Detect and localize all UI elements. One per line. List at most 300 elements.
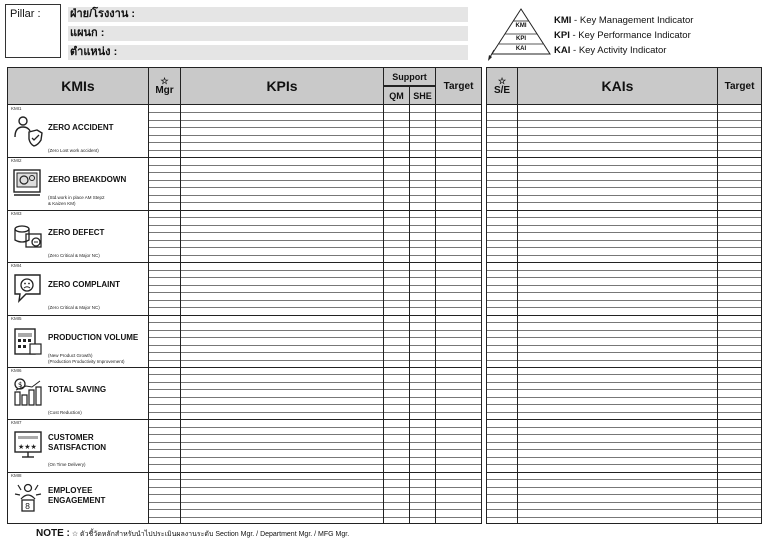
row-line [718,127,761,128]
row-line [718,517,761,518]
row-line [487,135,517,136]
row-line [384,120,409,121]
row-line [384,277,409,278]
row-line [518,232,717,233]
row-line [149,277,180,278]
target-column[interactable] [435,105,482,524]
mgr-column[interactable] [148,105,181,524]
row-line [518,172,717,173]
row-line [384,322,409,323]
row-line [410,277,435,278]
row-line [718,120,761,121]
row-line [436,434,481,435]
row-line [487,277,517,278]
row-line [410,202,435,203]
row-line [410,352,435,353]
kmi-subtitle: (New Product Growth) [48,352,93,358]
kai-column[interactable] [517,105,718,524]
row-line [410,397,435,398]
row-line [181,285,383,286]
row-line [149,464,180,465]
row-line [181,187,383,188]
row-line [436,112,481,113]
row-line [181,449,383,450]
row-line [181,502,383,503]
row-line [410,487,435,488]
row-line [149,202,180,203]
kmi-title: ZERO COMPLAINT [48,280,120,290]
kmi-title: CUSTOMER [48,433,94,443]
kmi-subtitle: (Std.work in place AM Step2 [48,195,105,201]
row-line [410,135,435,136]
row-line [436,412,481,413]
row-line [181,315,383,316]
row-line [181,307,383,308]
row-line [718,247,761,248]
row-line [487,292,517,293]
row-line [410,374,435,375]
row-line [410,292,435,293]
row-line [718,330,761,331]
row-line [518,225,717,226]
row-line [384,150,409,151]
row-line [410,210,435,211]
tri-kmi: KMI [515,23,527,29]
kmi-code: KMI6 [11,368,22,373]
row-line [518,150,717,151]
row-line [410,479,435,480]
row-line [410,337,435,338]
pyramid-diagram [488,6,554,62]
row-line [410,217,435,218]
row-line [487,457,517,458]
row-line [487,202,517,203]
row-line [181,360,383,361]
kmi-code: KMI1 [11,106,22,111]
row-line [384,127,409,128]
row-line [181,412,383,413]
row-line [487,404,517,405]
block-divider [8,315,148,316]
star-icon: ☆ [497,76,507,86]
row-line [518,187,717,188]
row-line [487,397,517,398]
row-line [384,360,409,361]
row-line [518,345,717,346]
row-line [384,487,409,488]
row-line [384,374,409,375]
row-line [181,172,383,173]
row-line [718,419,761,420]
row-line [181,217,383,218]
row-line [436,322,481,323]
row-line [487,360,517,361]
row-line [410,360,435,361]
row-line [149,142,180,143]
row-line [384,262,409,263]
row-line [410,300,435,301]
row-line [410,389,435,390]
row-line [518,217,717,218]
row-line [149,187,180,188]
row-line [518,112,717,113]
row-line [149,337,180,338]
row-line [410,247,435,248]
row-line [487,345,517,346]
row-line [384,315,409,316]
complaint-icon [12,272,44,304]
row-line [718,345,761,346]
se-header: ☆ S/E [486,67,518,105]
kai-target-column[interactable] [717,105,762,524]
row-line [436,307,481,308]
row-line [487,165,517,166]
row-line [149,502,180,503]
row-line [718,494,761,495]
row-line [718,285,761,286]
row-line [410,240,435,241]
legend-kai: KAI - Key Activity Indicator [554,45,667,56]
row-line [518,457,717,458]
row-line [181,322,383,323]
row-line [410,502,435,503]
row-line [181,255,383,256]
se-column[interactable] [486,105,518,524]
row-line [149,270,180,271]
row-line [384,449,409,450]
row-line [181,345,383,346]
row-line [718,255,761,256]
row-line [384,195,409,196]
row-line [436,165,481,166]
row-line [384,180,409,181]
she-header: SHE [409,86,436,105]
block-divider [8,157,148,158]
row-line [436,172,481,173]
row-line [487,210,517,211]
row-line [436,187,481,188]
row-line [410,472,435,473]
row-line [487,285,517,286]
row-line [436,337,481,338]
row-line [487,427,517,428]
row-line [181,270,383,271]
row-line [436,397,481,398]
row-line [518,389,717,390]
row-line [436,210,481,211]
row-line [410,322,435,323]
row-line [181,112,383,113]
row-line [410,285,435,286]
qm-column[interactable] [383,105,410,524]
support-header: Support [383,67,436,86]
row-line [718,225,761,226]
she-column[interactable] [409,105,436,524]
row-line [518,360,717,361]
row-line [410,412,435,413]
kmi-subtitle: (Production Productivity Improvement) [48,358,125,364]
row-line [487,389,517,390]
row-line [149,457,180,458]
row-line [410,367,435,368]
row-line [718,180,761,181]
row-line [410,232,435,233]
row-line [384,345,409,346]
row-line [384,442,409,443]
row-line [518,374,717,375]
row-line [518,135,717,136]
row-line [181,150,383,151]
row-line [149,150,180,151]
row-line [149,352,180,353]
tri-kpi: KPI [515,36,526,42]
row-line [518,442,717,443]
row-line [181,487,383,488]
row-line [149,360,180,361]
row-line [487,187,517,188]
row-line [718,374,761,375]
row-line [436,127,481,128]
row-line [149,404,180,405]
row-line [718,172,761,173]
row-line [487,180,517,181]
row-line [487,315,517,316]
row-line [384,210,409,211]
row-line [436,472,481,473]
row-line [181,210,383,211]
pillar-label: Pillar : [10,8,41,20]
row-line [436,277,481,278]
row-line [487,509,517,510]
row-line [384,427,409,428]
row-line [436,404,481,405]
row-line [410,442,435,443]
row-line [487,412,517,413]
kmi-code: KMI3 [11,210,22,216]
row-line [181,300,383,301]
row-line [149,240,180,241]
section-field[interactable]: แผนก : [68,26,468,41]
row-line [436,180,481,181]
row-line [149,449,180,450]
row-line [518,502,717,503]
kpi-column[interactable] [180,105,384,524]
row-line [149,135,180,136]
row-line [181,330,383,331]
position-field[interactable]: ตำแหน่ง : [68,45,468,60]
row-line [181,464,383,465]
row-line [487,479,517,480]
row-line [410,255,435,256]
row-line [436,367,481,368]
kmi-title: TOTAL SAVING [48,385,107,394]
row-line [181,292,383,293]
row-line [518,404,717,405]
row-line [718,187,761,188]
row-line [518,517,717,518]
row-line [149,157,180,158]
row-line [436,487,481,488]
row-line [518,270,717,271]
row-line [410,517,435,518]
row-line [718,352,761,353]
row-line [149,180,180,181]
row-line [384,472,409,473]
row-line [149,517,180,518]
row-line [487,120,517,121]
employee-icon [12,482,44,514]
target2-header: Target [717,67,762,105]
row-line [181,397,383,398]
row-line [181,517,383,518]
row-line [518,434,717,435]
row-line [181,180,383,181]
row-line [487,442,517,443]
row-line [149,442,180,443]
row-line [149,315,180,316]
pillar-box [5,4,61,58]
row-line [410,315,435,316]
row-line [181,374,383,375]
row-line [718,367,761,368]
row-line [436,427,481,428]
row-line [436,232,481,233]
row-line [384,142,409,143]
row-line [410,404,435,405]
legend-kpi: KPI - Key Performance Indicator [554,30,691,41]
row-line [436,135,481,136]
row-line [718,240,761,241]
row-line [410,509,435,510]
row-line [149,210,180,211]
row-line [436,509,481,510]
row-line [149,427,180,428]
row-line [149,172,180,173]
row-line [181,157,383,158]
row-line [518,337,717,338]
row-line [149,300,180,301]
row-line [384,509,409,510]
row-line [487,419,517,420]
target-header: Target [435,67,482,105]
row-line [518,464,717,465]
legend-kmi: KMI - Key Management Indicator [554,15,694,26]
row-line [518,487,717,488]
row-line [487,494,517,495]
kmi-code: KMI5 [11,315,22,321]
row-line [487,322,517,323]
row-line [149,165,180,166]
row-line [718,337,761,338]
row-line [718,404,761,405]
row-line [410,307,435,308]
row-line [436,225,481,226]
row-line [149,255,180,256]
row-line [384,494,409,495]
row-line [181,120,383,121]
kmi-subtitle: & Kaizen KM) [48,201,76,207]
block-divider [8,262,148,263]
row-line [181,434,383,435]
row-line [718,112,761,113]
row-line [384,255,409,256]
kmi-code: KMI8 [11,472,22,478]
row-line [718,210,761,211]
row-line [384,292,409,293]
row-line [410,157,435,158]
row-line [487,449,517,450]
department-field[interactable]: ฝ่าย/โรงงาน : [68,7,468,22]
row-line [149,330,180,331]
row-line [518,352,717,353]
customer-icon [12,429,44,461]
row-line [718,300,761,301]
row-line [181,367,383,368]
qm-header: QM [383,86,410,105]
row-line [487,232,517,233]
row-line [149,285,180,286]
row-line [436,262,481,263]
row-line [487,330,517,331]
row-line [487,472,517,473]
row-line [718,217,761,218]
row-line [436,217,481,218]
block-divider [8,367,148,368]
row-line [436,374,481,375]
row-line [718,412,761,413]
row-line [149,322,180,323]
row-line [436,330,481,331]
row-line [410,345,435,346]
row-line [410,180,435,181]
row-line [718,322,761,323]
row-line [487,300,517,301]
row-line [410,150,435,151]
row-line [410,172,435,173]
row-line [149,412,180,413]
saving-icon [12,377,44,409]
row-line [181,509,383,510]
row-line [487,487,517,488]
kmi-subtitle: (Zero Lost work accident) [48,148,99,153]
row-line [384,382,409,383]
row-line [436,464,481,465]
star-icon: ☆ [160,76,169,86]
row-line [384,217,409,218]
row-line [487,225,517,226]
row-line [181,427,383,428]
production-icon [12,325,44,357]
row-line [384,135,409,136]
row-line [436,315,481,316]
row-line [384,367,409,368]
row-line [518,165,717,166]
row-line [410,330,435,331]
row-line [436,360,481,361]
row-line [149,509,180,510]
row-line [384,412,409,413]
row-line [718,449,761,450]
row-line [384,225,409,226]
row-line [518,315,717,316]
row-line [384,464,409,465]
row-line [181,442,383,443]
row-line [384,240,409,241]
row-line [181,240,383,241]
row-line [410,427,435,428]
row-line [718,232,761,233]
row-line [718,457,761,458]
